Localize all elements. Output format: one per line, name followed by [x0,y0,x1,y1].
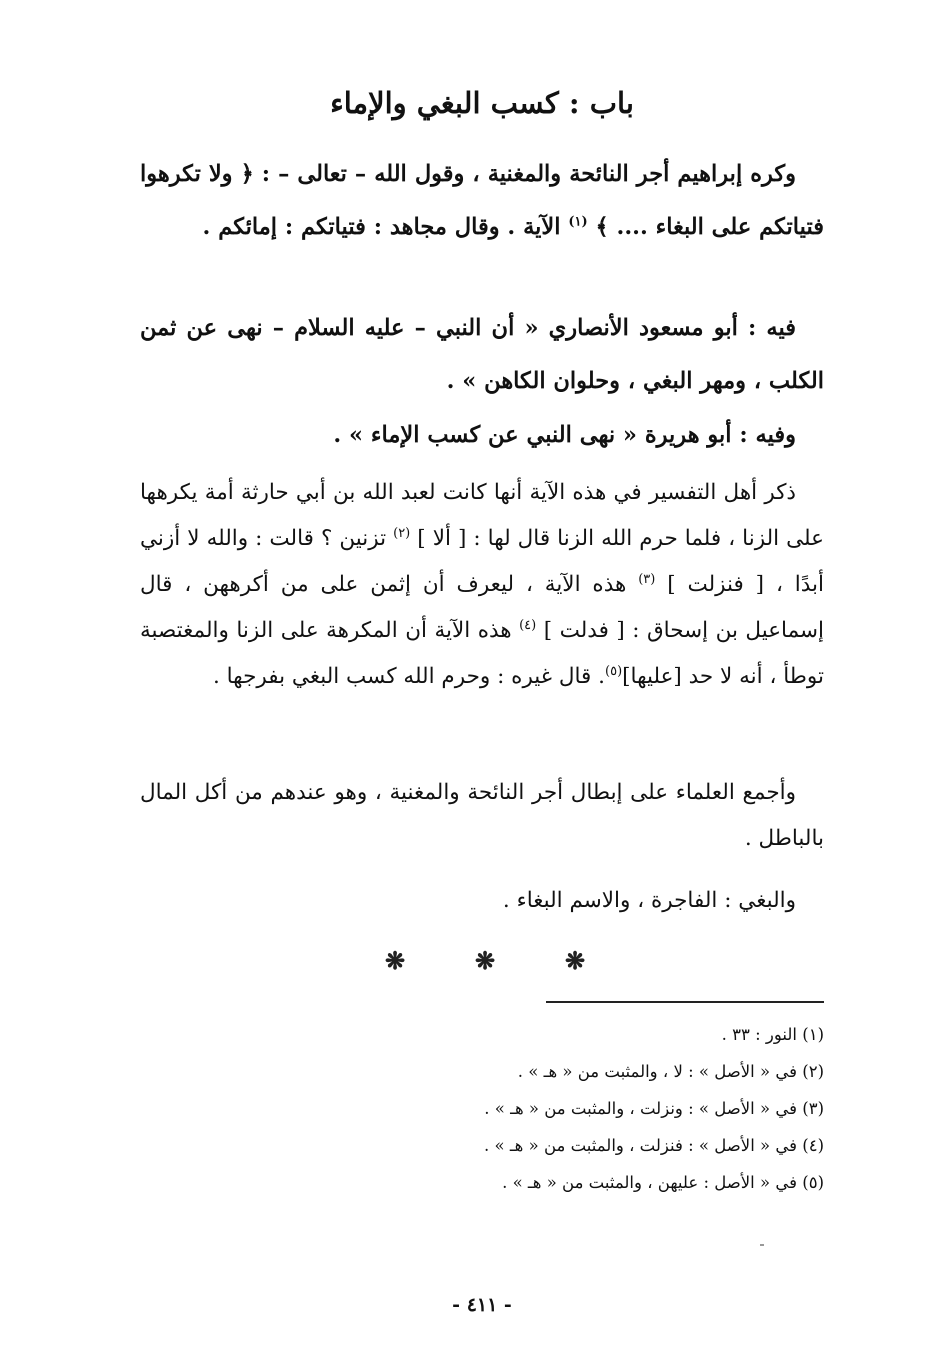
footnote-5: (٥) في « الأصل : عليهن ، والمثبت من « هـ » . [502,1173,824,1192]
paragraph-text: الآية . وقال مجاهد : فتياتكم : إمائكم . [202,214,569,240]
paragraph-hadith-abu-masud: فيه : أبو مسعود الأنصاري « أن النبي – عليه السلام – نهى عن ثمن الكلب ، ومهر البغي ، وحلوان الكاهن » . [140,315,824,394]
footnote-1: (١) النور : ٣٣ . [721,1025,824,1044]
paragraph-quran-citation [140,148,824,254]
asterism-icon: ❋ [384,945,406,975]
paragraph-text: . قال غيره : وحرم الله كسب البغي بفرجها . [212,664,605,689]
paragraph-text: هذه الآية أن المكرهة على الزنا والمغتصبة توطأ ، أنه لا حد [عليها] [140,618,824,689]
footnote-ref-4: (٤) [519,617,537,633]
footnote-4: (٤) في « الأصل » : فنزلت ، والمثبت من « هـ » . [484,1136,824,1155]
footnote-ref-5: (٥) [605,663,623,679]
asterism-icon: ❋ [564,945,586,975]
scan-speck [760,1244,764,1246]
paragraph-definition: والبغي : الفاجرة ، والاسم البغاء . [502,888,796,913]
footnote-2: (٢) في « الأصل » : لا ، والمثبت من « هـ » . [517,1062,824,1081]
footnote-3: (٣) في « الأصل » : ونزلت ، والمثبت من « هـ » . [484,1099,824,1118]
footnote-ref-3: (٣) [638,571,656,587]
footnote-ref-1: (١) [568,214,588,230]
paragraph-text: وكره إبراهيم أجر النائحة والمغنية ، وقول الله – تعالى – : ﴿ ولا تكرهوا فتياتكم على البغاء .... ﴾ [140,161,824,240]
footnotes [140,1016,824,1201]
footnote-divider [546,1001,824,1003]
paragraph-tafsir [140,470,824,700]
paragraph-text: ذكر أهل التفسير في هذه الآية أنها كانت لعبد الله بن أبي حارثة أمة يكرهها على الزنا ، فلما حرم الله الزنا قال لها : [ ألا ] [140,480,824,551]
chapter-title: باب : كسب البغي والإماء [330,86,634,120]
section-separator [380,940,590,980]
page-number: - ٤١١ - [452,1294,512,1316]
paragraph-consensus: وأجمع العلماء على إبطال أجر النائحة والمغنية ، وهو عندهم من أكل المال بالباطل . [140,780,824,851]
asterism-icon: ❋ [474,945,496,975]
paragraph-hadith-abu-hurayra: وفيه : أبو هريرة « نهى النبي عن كسب الإماء » . [333,422,796,448]
paragraph-text: تزنين ؟ قالت : والله لا أزني أبدًا ، [ فنزلت ] [140,526,824,597]
paragraph-text: هذه الآية ، ليعرف أن إثمن على من أكرههن ، قال إسماعيل بن إسحاق : [ فدلت ] [140,572,824,643]
footnote-ref-2: (٢) [393,525,411,541]
